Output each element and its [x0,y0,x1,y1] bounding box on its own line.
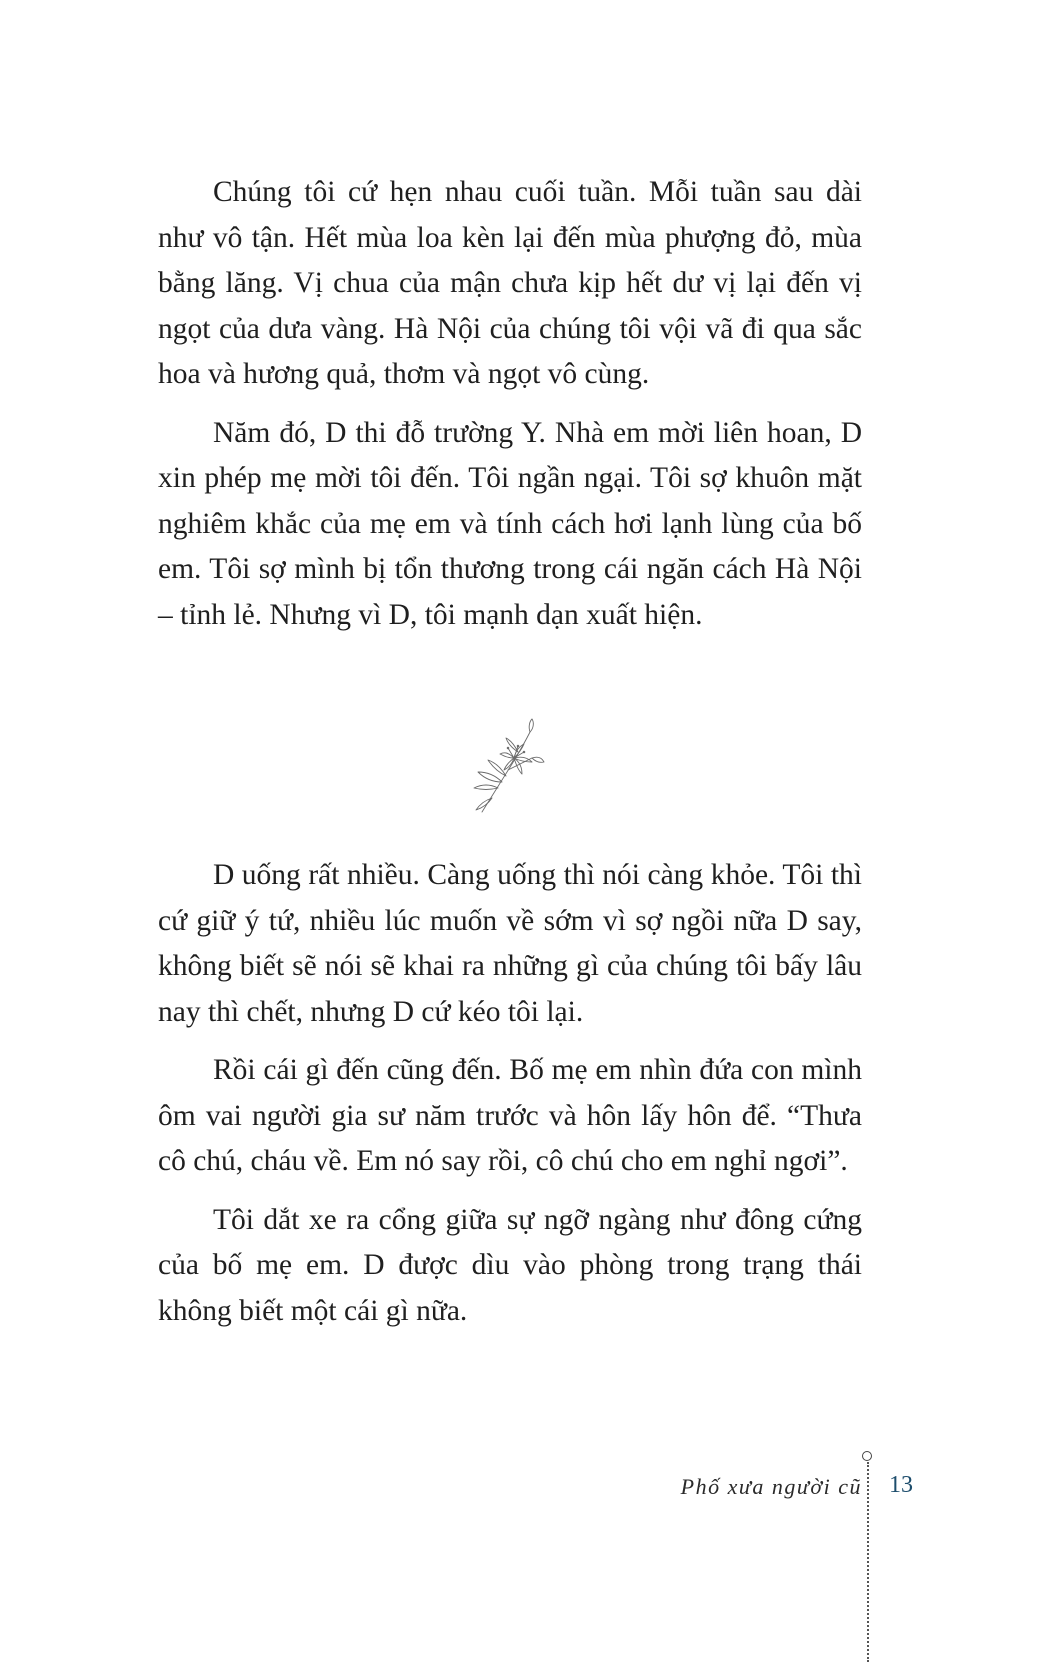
rule-circle-marker [862,1451,872,1461]
lily-flower-icon [468,718,548,814]
paragraph: Rồi cái gì đến cũng đến. Bố mẹ em nhìn đứa con mình ôm vai người gia sư năm trước và hôn lấy hôn để. “Thưa cô chú, cháu về. Em nó say rồi, cô chú cho em nghỉ ngơi”. [158,1054,862,1177]
paragraph: D uống rất nhiều. Càng uống thì nói càng khỏe. Tôi thì cứ giữ ý tứ, nhiều lúc muốn về sớm vì sợ ngồi nữa D say, không biết sẽ nói sẽ khai ra những gì của chúng tôi bấy lâu nay thì chết, nhưng D cứ kéo tôi lại. [158,859,862,1028]
running-footer-title: Phố xưa người cũ [680,1474,862,1499]
text-block-top [158,170,862,638]
text-block-bottom [158,853,862,1334]
page-number: 13 [889,1472,913,1498]
dotted-vertical-rule [867,1462,869,1662]
paragraph: Chúng tôi cứ hẹn nhau cuối tuần. Mỗi tuần sau dài như vô tận. Hết mùa loa kèn lại đến mùa phượng đỏ, mùa bằng lăng. Vị chua của mận chưa kịp hết dư vị lại đến vị ngọt của dưa vàng. Hà Nội của chúng tôi vội vã đi qua sắc hoa và hương quả, thơm và ngọt vô cùng. [158,176,862,390]
paragraph: Năm đó, D thi đỗ trường Y. Nhà em mời liên hoan, D xin phép mẹ mời tôi đến. Tôi ngần ngại. Tôi sợ khuôn mặt nghiêm khắc của mẹ em và tính cách hơi lạnh lùng của bố em. Tôi sợ mình bị tổn thương trong cái ngăn cách Hà Nội – tỉnh lẻ. Nhưng vì D, tôi mạnh dạn xuất hiện. [158,416,862,631]
paragraph: Tôi dắt xe ra cổng giữa sự ngỡ ngàng như đông cứng của bố mẹ em. D được dìu vào phòng trong trạng thái không biết một cái gì nữa. [158,1203,862,1327]
